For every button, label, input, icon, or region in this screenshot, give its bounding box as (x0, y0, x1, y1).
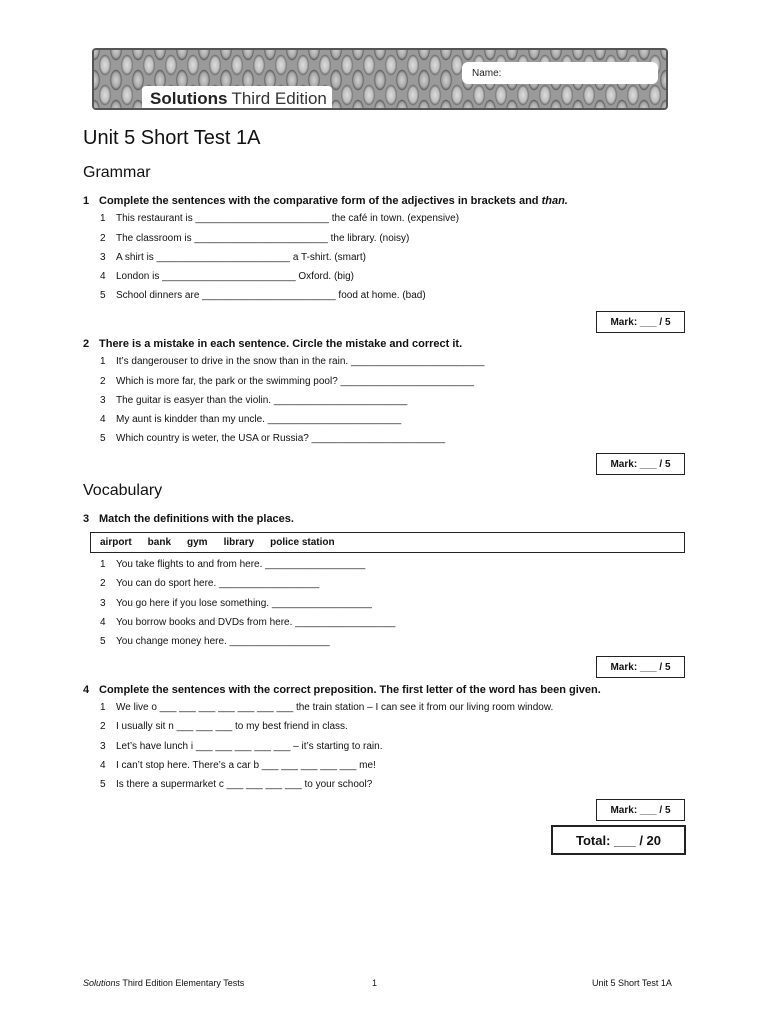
header-banner (92, 48, 668, 110)
mark-box-4[interactable]: Mark: ___ / 5 (596, 799, 685, 821)
word: library (223, 537, 255, 548)
mark-box-3[interactable]: Mark: ___ / 5 (596, 656, 685, 678)
exercise-4-instruction: 4 Complete the sentences with the correct preposition. The first letter of the word has been given. (83, 684, 601, 696)
exercise-number: 4 (83, 684, 90, 696)
exercise-1-instruction: 1 Complete the sentences with the comparative form of the adjectives in brackets and than. (83, 195, 568, 207)
page-number: 1 (372, 978, 378, 988)
word: bank (147, 537, 172, 548)
exercise-3-instruction: 3 Match the definitions with the places. (83, 513, 294, 525)
list-item: 5 You change money here. __________________ (100, 636, 330, 647)
list-item: 3 You go here if you lose something. __________________ (100, 598, 372, 609)
footer-left: Solutions Third Edition Elementary Tests (83, 978, 245, 988)
list-item: 2 You can do sport here. __________________ (100, 578, 320, 589)
list-item: 4 I can’t stop here. There’s a car b ___ ___ ___ ___ ___ me! (100, 760, 376, 771)
page-title: Unit 5 Short Test 1A (83, 127, 261, 149)
grammar-heading: Grammar (83, 164, 151, 181)
mark-box-1[interactable]: Mark: ___ / 5 (596, 311, 685, 333)
list-item: 1 We live o ___ ___ ___ ___ ___ ___ ___ the train station – I can see it from our living room window. (100, 702, 554, 713)
list-item: 1 It’s dangerouser to drive in the snow than in the rain. ________________________ (100, 356, 485, 367)
name-label: Name: (472, 67, 502, 79)
list-item: 2 The classroom is ________________________ the library. (noisy) (100, 233, 410, 244)
exercise-number: 1 (83, 195, 90, 207)
mark-box-2[interactable]: Mark: ___ / 5 (596, 453, 685, 475)
list-item: 3 The guitar is easyer than the violin. ________________________ (100, 395, 408, 406)
word: police station (270, 537, 335, 548)
list-item: 2 Which is more far, the park or the swimming pool? ________________________ (100, 376, 475, 387)
list-item: 5 Which country is weter, the USA or Russia? ________________________ (100, 433, 446, 444)
list-item: 1 This restaurant is ________________________ the café in town. (expensive) (100, 213, 460, 224)
list-item: 3 Let’s have lunch i ___ ___ ___ ___ ___ – it’s starting to rain. (100, 741, 383, 752)
list-item: 4 You borrow books and DVDs from here. __________________ (100, 617, 396, 628)
exercise-number: 3 (83, 513, 90, 525)
word: gym (187, 537, 208, 548)
list-item: 4 London is ________________________ Oxford. (big) (100, 271, 354, 282)
list-item: 2 I usually sit n ___ ___ ___ to my best friend in class. (100, 721, 348, 732)
list-item: 5 School dinners are ________________________ food at home. (bad) (100, 290, 426, 301)
word-box (90, 532, 685, 553)
name-field[interactable] (462, 62, 658, 84)
total-box[interactable]: Total: ___ / 20 (551, 825, 686, 855)
list-item: 4 My aunt is kindder than my uncle. ________________________ (100, 414, 402, 425)
brand-rest: Third Edition (231, 89, 327, 108)
exercise-2-instruction: 2 There is a mistake in each sentence. Circle the mistake and correct it. (83, 338, 463, 350)
list-item: 5 Is there a supermarket c ___ ___ ___ ___ to your school? (100, 779, 373, 790)
list-item: 1 You take flights to and from here. __________________ (100, 559, 366, 570)
brand-bold: Solutions (150, 89, 228, 108)
exercise-number: 2 (83, 338, 90, 350)
vocabulary-heading: Vocabulary (83, 482, 163, 499)
footer-right: Unit 5 Short Test 1A (592, 978, 672, 988)
brand-logo (142, 86, 332, 110)
list-item: 3 A shirt is ________________________ a T-shirt. (smart) (100, 252, 366, 263)
word: airport (100, 537, 132, 548)
